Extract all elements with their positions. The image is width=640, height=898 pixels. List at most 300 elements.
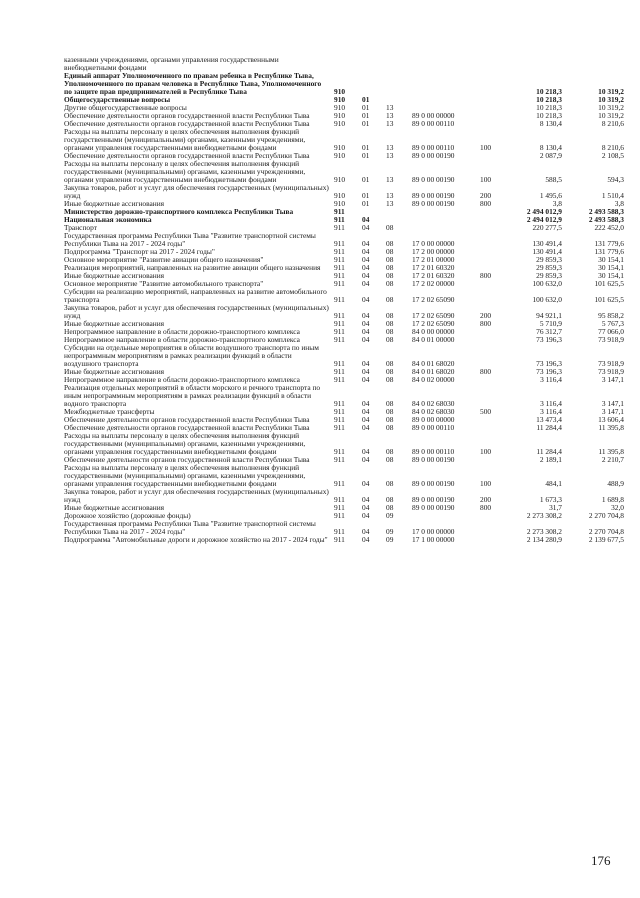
row-subsection: 08 [386, 224, 394, 232]
row-subsection: 08 [386, 416, 394, 424]
row-subsection: 09 [386, 527, 394, 536]
row-amount-1: 2 273 308,2 [526, 512, 562, 520]
row-target-article: 17 2 02 65090 [412, 311, 455, 320]
row-section: 04 [362, 376, 370, 384]
row-target-article: 89 0 00 00190 [412, 504, 455, 512]
row-target-article [412, 224, 480, 232]
row-expense-type [480, 328, 502, 336]
row-section [362, 208, 386, 216]
row-grbs [334, 56, 362, 72]
table-row [64, 408, 624, 416]
row-amount-2: 101 625,5 [594, 295, 624, 304]
row-grbs: 911 [334, 479, 345, 488]
row-expense-type: 800 [480, 200, 492, 208]
row-grbs: 911 [334, 208, 345, 216]
row-section: 04 [362, 264, 370, 272]
row-section: 04 [362, 320, 370, 328]
table-row [64, 320, 624, 328]
row-amount-1: 11 284,4 [536, 424, 562, 432]
row-subsection: 08 [386, 280, 394, 288]
row-section: 04 [362, 256, 370, 264]
row-amount-1: 2 189,1 [539, 456, 562, 464]
row-amount-2: 1 510,4 [601, 191, 624, 200]
row-amount-2: 131 779,6 [594, 248, 624, 256]
table-row [64, 328, 624, 336]
row-section: 04 [362, 512, 370, 520]
row-section: 01 [362, 152, 370, 160]
row-amount-2: 32,0 [611, 504, 624, 512]
row-amount-1: 100 632,0 [532, 295, 562, 304]
row-name: Национальная экономика [64, 216, 152, 224]
table-row [64, 280, 624, 288]
row-amount-2: 2 493 588,3 [588, 216, 624, 224]
row-target-article [412, 96, 480, 104]
row-expense-type [480, 424, 502, 432]
table-row [64, 264, 624, 272]
row-section: 04 [362, 216, 370, 224]
row-amount-2: 8 210,6 [601, 120, 624, 128]
row-grbs: 911 [334, 512, 345, 520]
table-row [64, 160, 624, 184]
row-expense-type [480, 248, 502, 256]
row-amount-1: 31,7 [549, 504, 562, 512]
table-row [64, 304, 624, 320]
row-grbs: 911 [334, 399, 345, 408]
row-amount-1: 3 116,4 [540, 408, 562, 416]
row-amount-2: 3 147,1 [601, 408, 624, 416]
row-name: Обеспечение деятельности органов государственной власти Республики Тыва [64, 152, 310, 160]
row-name: Закупка товаров, работ и услуг для обеспечения государственных (муниципальных) нужд [64, 488, 329, 504]
row-amount-2: 30 154,1 [598, 256, 624, 264]
row-grbs: 911 [334, 248, 345, 256]
row-amount-2: 11 395,8 [598, 424, 624, 432]
row-amount-2: 3,8 [614, 200, 624, 208]
row-amount-2: 10 319,2 [598, 96, 624, 104]
row-section: 04 [362, 399, 370, 408]
row-name: Обеспечение деятельности органов государственной власти Республики Тыва [64, 424, 310, 432]
table-row [64, 456, 624, 464]
table-row [64, 464, 624, 488]
table-row [64, 248, 624, 256]
row-expense-type [480, 208, 502, 216]
row-subsection [386, 72, 412, 96]
row-amount-1: 2 494 012,9 [526, 208, 562, 216]
row-target-article: 17 2 02 00000 [412, 280, 455, 288]
row-subsection [386, 216, 412, 224]
row-amount-1: 5 710,9 [539, 320, 562, 328]
row-target-article: 17 2 02 65090 [412, 320, 455, 328]
row-amount-1: 11 284,4 [536, 447, 562, 456]
row-amount-2: 95 858,2 [598, 311, 624, 320]
row-grbs: 910 [334, 120, 346, 128]
row-name: Субсидии на реализацию мероприятий, направленных на развитие автомобильного транспорта [64, 288, 327, 304]
row-name: Иные бюджетные ассигнования [64, 200, 165, 208]
row-grbs: 911 [334, 447, 345, 456]
row-target-article [412, 104, 480, 112]
budget-table [64, 56, 624, 544]
row-section [362, 72, 386, 96]
row-grbs: 910 [334, 143, 346, 152]
row-subsection: 08 [386, 256, 394, 264]
row-name: Субсидии на отдельные мероприятия в области воздушного транспорта по иным непрограммным мероприятиям в рамках реализации функций в области воздушного транспорта [64, 344, 319, 368]
row-name: Расходы на выплаты персоналу в целях обеспечения выполнения функций государственными (муниципальными) органами, казенными учреждениями, органами управления государственными внебюджетными фондами [64, 432, 306, 456]
row-target-article: 89 0 00 00190 [412, 200, 455, 208]
row-amount-2: 488,9 [607, 479, 624, 488]
row-grbs: 911 [334, 504, 345, 512]
row-amount-1: 3,8 [552, 200, 562, 208]
row-expense-type: 800 [480, 320, 492, 328]
row-expense-type [480, 72, 502, 96]
row-target-article: 89 0 00 00000 [412, 416, 455, 424]
table-row [64, 384, 624, 408]
row-grbs: 910 [334, 112, 346, 120]
row-grbs: 910 [334, 87, 346, 96]
row-amount-1: 76 312,7 [536, 328, 562, 336]
row-amount-1: 220 277,5 [532, 224, 562, 232]
row-amount-2: 2 493 588,3 [588, 208, 624, 216]
row-amount-1: 94 921,1 [536, 311, 562, 320]
row-expense-type: 200 [480, 191, 492, 200]
table-row [64, 376, 624, 384]
row-amount-2: 5 767,3 [601, 320, 624, 328]
row-subsection: 08 [386, 311, 394, 320]
row-expense-type [480, 416, 502, 424]
row-amount-2: 73 918,9 [598, 336, 624, 344]
row-name: Государственная программа Республики Тыва "Развитие транспортной системы Республики Тыва на 2017 - 2024 годы" [64, 232, 316, 248]
row-grbs: 911 [334, 320, 345, 328]
row-name: Основное мероприятие "Развитие автомобильного транспорта" [64, 280, 264, 288]
row-amount-1: 13 473,4 [536, 416, 562, 424]
table-row [64, 520, 624, 536]
row-name: Министерство дорожно-транспортного комплекса Республики Тыва [64, 208, 294, 216]
row-grbs: 911 [334, 256, 345, 264]
row-target-article [412, 208, 480, 216]
row-section: 01 [362, 104, 370, 112]
row-expense-type [480, 344, 502, 368]
row-section: 04 [362, 424, 370, 432]
row-subsection: 08 [386, 424, 394, 432]
row-section: 04 [362, 447, 370, 456]
row-subsection: 08 [386, 376, 394, 384]
row-grbs: 911 [334, 216, 345, 224]
row-target-article: 17 2 00 00000 [412, 248, 455, 256]
row-amount-1: 1 673,3 [539, 495, 562, 504]
row-expense-type: 200 [480, 311, 492, 320]
row-amount-2 [562, 56, 624, 72]
row-subsection: 13 [386, 191, 394, 200]
row-name: Обеспечение деятельности органов государственной власти Республики Тыва [64, 416, 310, 424]
row-target-article: 17 0 00 00000 [412, 239, 455, 248]
row-expense-type: 100 [480, 143, 492, 152]
row-name: Обеспечение деятельности органов государственной власти Республики Тыва [64, 120, 310, 128]
row-grbs: 911 [334, 408, 345, 416]
row-target-article: 17 2 01 00000 [412, 256, 455, 264]
table-row [64, 424, 624, 432]
row-amount-1: 484,1 [545, 479, 562, 488]
row-target-article: 17 1 00 00000 [412, 536, 455, 544]
row-expense-type: 100 [480, 447, 492, 456]
row-name: казенными учреждениями, органами управления государственными внебюджетными фондами [64, 56, 279, 72]
row-subsection: 08 [386, 495, 394, 504]
row-name: Обеспечение деятельности органов государственной власти Республики Тыва [64, 112, 310, 120]
row-name: Другие общегосударственные вопросы [64, 104, 187, 112]
row-name: Подпрограмма "Автомобильные дороги и дорожное хозяйство на 2017 - 2024 годы" [64, 536, 328, 544]
row-amount-1: 10 218,3 [536, 96, 562, 104]
row-expense-type [480, 224, 502, 232]
row-amount-2: 8 210,6 [601, 143, 624, 152]
row-name: Расходы на выплаты персоналу в целях обеспечения выполнения функций государственными (муниципальными) органами, казенными учреждениями, органами управления государственными внебюджетными фондами [64, 464, 306, 488]
row-section: 04 [362, 368, 370, 376]
row-subsection [386, 56, 412, 72]
row-amount-1: 29 859,3 [536, 272, 562, 280]
row-subsection: 13 [386, 120, 394, 128]
row-name: Иные бюджетные ассигнования [64, 320, 165, 328]
row-subsection: 13 [386, 152, 394, 160]
row-target-article [412, 216, 480, 224]
row-grbs: 911 [334, 239, 345, 248]
row-name: Обеспечение деятельности органов государственной власти Республики Тыва [64, 456, 310, 464]
row-subsection: 13 [386, 175, 394, 184]
row-target-article: 89 0 00 00190 [412, 495, 455, 504]
row-amount-2: 77 066,0 [598, 328, 624, 336]
row-target-article: 89 0 00 00190 [412, 456, 455, 464]
row-expense-type [480, 536, 502, 544]
row-section: 04 [362, 504, 370, 512]
row-expense-type: 500 [480, 408, 492, 416]
row-amount-1: 100 632,0 [532, 280, 562, 288]
row-expense-type [480, 232, 502, 248]
row-amount-1: 10 218,3 [536, 112, 562, 120]
row-expense-type: 100 [480, 479, 492, 488]
row-target-article: 17 2 01 60320 [412, 264, 455, 272]
row-amount-1: 29 859,3 [536, 256, 562, 264]
row-expense-type: 800 [480, 504, 492, 512]
row-subsection: 13 [386, 143, 394, 152]
row-amount-2: 13 606,4 [598, 416, 624, 424]
row-section: 04 [362, 280, 370, 288]
row-grbs: 911 [334, 272, 345, 280]
row-amount-2: 101 625,5 [594, 280, 624, 288]
table-row [64, 152, 624, 160]
table-row [64, 96, 624, 104]
row-target-article: 89 0 00 00190 [412, 191, 455, 200]
row-subsection: 08 [386, 447, 394, 456]
row-expense-type [480, 104, 502, 112]
row-subsection: 13 [386, 104, 394, 112]
row-name: Подпрограмма "Транспорт на 2017 - 2024 годы" [64, 248, 215, 256]
table-row [64, 336, 624, 344]
row-amount-1: 10 218,3 [536, 104, 562, 112]
row-section [362, 56, 386, 72]
row-expense-type [480, 520, 502, 536]
row-amount-1: 588,5 [545, 175, 562, 184]
row-name: Реализация отдельных мероприятий в области морского и речного транспорта по иным непрограммным мероприятиям в рамках реализации функций в области водного транспорта [64, 384, 321, 408]
row-target-article: 89 0 00 00110 [412, 424, 455, 432]
row-section: 04 [362, 295, 370, 304]
row-section: 04 [362, 359, 370, 368]
row-subsection: 08 [386, 248, 394, 256]
table-row [64, 416, 624, 424]
row-grbs: 911 [334, 359, 345, 368]
row-grbs: 911 [334, 424, 345, 432]
row-subsection: 08 [386, 359, 394, 368]
row-amount-1: 73 196,3 [536, 359, 562, 368]
row-section: 04 [362, 416, 370, 424]
row-amount-1: 3 116,4 [540, 376, 562, 384]
row-expense-type [480, 512, 502, 520]
row-amount-2: 3 147,1 [601, 376, 624, 384]
row-section: 01 [362, 175, 370, 184]
row-grbs: 911 [334, 368, 345, 376]
row-amount-2: 222 452,0 [594, 224, 624, 232]
row-subsection: 08 [386, 408, 394, 416]
row-expense-type [480, 56, 502, 72]
row-amount-2: 131 779,6 [594, 239, 624, 248]
table-row [64, 256, 624, 264]
row-grbs: 910 [334, 152, 346, 160]
row-amount-2: 3 147,1 [601, 399, 624, 408]
row-target-article: 84 0 02 68030 [412, 408, 455, 416]
row-amount-2: 30 154,1 [598, 264, 624, 272]
row-grbs: 911 [334, 536, 345, 544]
table-row [64, 488, 624, 504]
row-name: Непрограммное направление в области дорожно-транспортного комплекса [64, 336, 300, 344]
row-name: Иные бюджетные ассигнования [64, 368, 165, 376]
row-amount-1: 8 130,4 [539, 143, 562, 152]
table-row [64, 512, 624, 520]
row-amount-2: 1 689,8 [601, 495, 624, 504]
row-expense-type: 200 [480, 495, 492, 504]
table-row [64, 184, 624, 200]
row-amount-1 [502, 56, 562, 72]
table-row [64, 200, 624, 208]
row-subsection: 13 [386, 112, 394, 120]
row-subsection [386, 96, 412, 104]
row-name: Иные бюджетные ассигнования [64, 504, 165, 512]
row-amount-1: 10 218,3 [536, 87, 562, 96]
row-expense-type [480, 384, 502, 408]
row-target-article: 84 0 00 00000 [412, 328, 455, 336]
row-target-article: 84 0 02 68030 [412, 399, 455, 408]
row-name: Реализация мероприятий, направленных на развитие авиации общего назначения [64, 264, 321, 272]
row-grbs: 911 [334, 495, 345, 504]
row-name: Закупка товаров, работ и услуг для обеспечения государственных (муниципальных) нужд [64, 184, 329, 200]
table-row [64, 344, 624, 368]
row-subsection: 08 [386, 368, 394, 376]
row-subsection: 08 [386, 399, 394, 408]
row-target-article [412, 512, 480, 520]
row-target-article: 89 0 00 00110 [412, 120, 455, 128]
row-target-article: 89 0 00 00190 [412, 175, 455, 184]
row-amount-2: 73 918,9 [598, 368, 624, 376]
row-amount-2: 11 395,8 [598, 447, 624, 456]
row-section: 01 [362, 112, 370, 120]
row-subsection: 08 [386, 295, 394, 304]
row-grbs: 911 [334, 527, 345, 536]
row-section: 01 [362, 191, 370, 200]
row-amount-2: 2 270 704,8 [588, 527, 624, 536]
row-grbs: 911 [334, 336, 345, 344]
row-target-article: 84 0 01 00000 [412, 336, 455, 344]
row-grbs: 910 [334, 191, 346, 200]
row-name: Общегосударственные вопросы [64, 96, 171, 104]
table-row [64, 432, 624, 456]
row-amount-1: 8 130,4 [539, 120, 562, 128]
row-name: Единый аппарат Уполномоченного по правам ребенка в Республике Тыва, Уполномоченного по правам человека в Республике Тыва, Уполномоченного по защите прав предпринимателей в Республике Тыва [64, 72, 322, 96]
row-amount-2: 2 210,7 [601, 456, 624, 464]
row-expense-type: 800 [480, 368, 492, 376]
row-grbs: 910 [334, 175, 346, 184]
row-section: 04 [362, 311, 370, 320]
row-section: 04 [362, 248, 370, 256]
row-section: 04 [362, 328, 370, 336]
table-row [64, 272, 624, 280]
row-amount-2: 2 108,5 [601, 152, 624, 160]
row-expense-type [480, 120, 502, 128]
row-grbs: 911 [334, 311, 345, 320]
row-subsection: 08 [386, 336, 394, 344]
row-target-article: 17 2 01 60320 [412, 272, 455, 280]
row-grbs: 911 [334, 456, 345, 464]
row-name: Непрограммное направление в области дорожно-транспортного комплекса [64, 328, 300, 336]
table-row [64, 56, 624, 72]
row-amount-1: 130 491,4 [532, 248, 562, 256]
row-target-article: 17 0 00 00000 [412, 527, 455, 536]
row-amount-2: 2 139 677,5 [588, 536, 624, 544]
row-grbs: 911 [334, 295, 345, 304]
row-subsection: 08 [386, 328, 394, 336]
row-section: 01 [362, 143, 370, 152]
row-grbs: 911 [334, 280, 345, 288]
row-amount-2: 30 154,1 [598, 272, 624, 280]
row-expense-type [480, 256, 502, 264]
row-amount-1: 73 196,3 [536, 336, 562, 344]
row-section: 01 [362, 96, 370, 104]
row-amount-2: 73 918,9 [598, 359, 624, 368]
row-expense-type [480, 336, 502, 344]
row-amount-1: 2 087,9 [539, 152, 562, 160]
table-row [64, 208, 624, 216]
row-grbs: 910 [334, 104, 346, 112]
row-amount-1: 2 134 280,9 [526, 536, 562, 544]
row-amount-1: 1 495,6 [539, 191, 562, 200]
row-grbs: 911 [334, 328, 345, 336]
row-grbs: 911 [334, 264, 345, 272]
row-subsection: 08 [386, 320, 394, 328]
row-expense-type: 100 [480, 175, 492, 184]
row-expense-type [480, 376, 502, 384]
row-name: Расходы на выплаты персоналу в целях обеспечения выполнения функций государственными (муниципальными) органами, казенными учреждениями, органами управления государственными внебюджетными фондами [64, 160, 306, 184]
row-name: Непрограммное направление в области дорожно-транспортного комплекса [64, 376, 300, 384]
row-section: 04 [362, 495, 370, 504]
row-subsection: 08 [386, 239, 394, 248]
row-amount-1: 2 273 308,2 [526, 527, 562, 536]
table-row [64, 128, 624, 152]
row-section: 04 [362, 272, 370, 280]
row-target-article: 84 0 01 68020 [412, 368, 455, 376]
row-subsection: 08 [386, 456, 394, 464]
row-section: 04 [362, 456, 370, 464]
table-row [64, 104, 624, 112]
row-target-article: 89 0 00 00110 [412, 143, 455, 152]
table-body [64, 56, 624, 544]
row-grbs: 911 [334, 416, 345, 424]
row-section: 04 [362, 336, 370, 344]
row-amount-2: 10 319,2 [598, 112, 624, 120]
row-name: Основное мероприятие "Развитие авиации общего назначения" [64, 256, 264, 264]
row-subsection: 08 [386, 272, 394, 280]
table-row [64, 504, 624, 512]
